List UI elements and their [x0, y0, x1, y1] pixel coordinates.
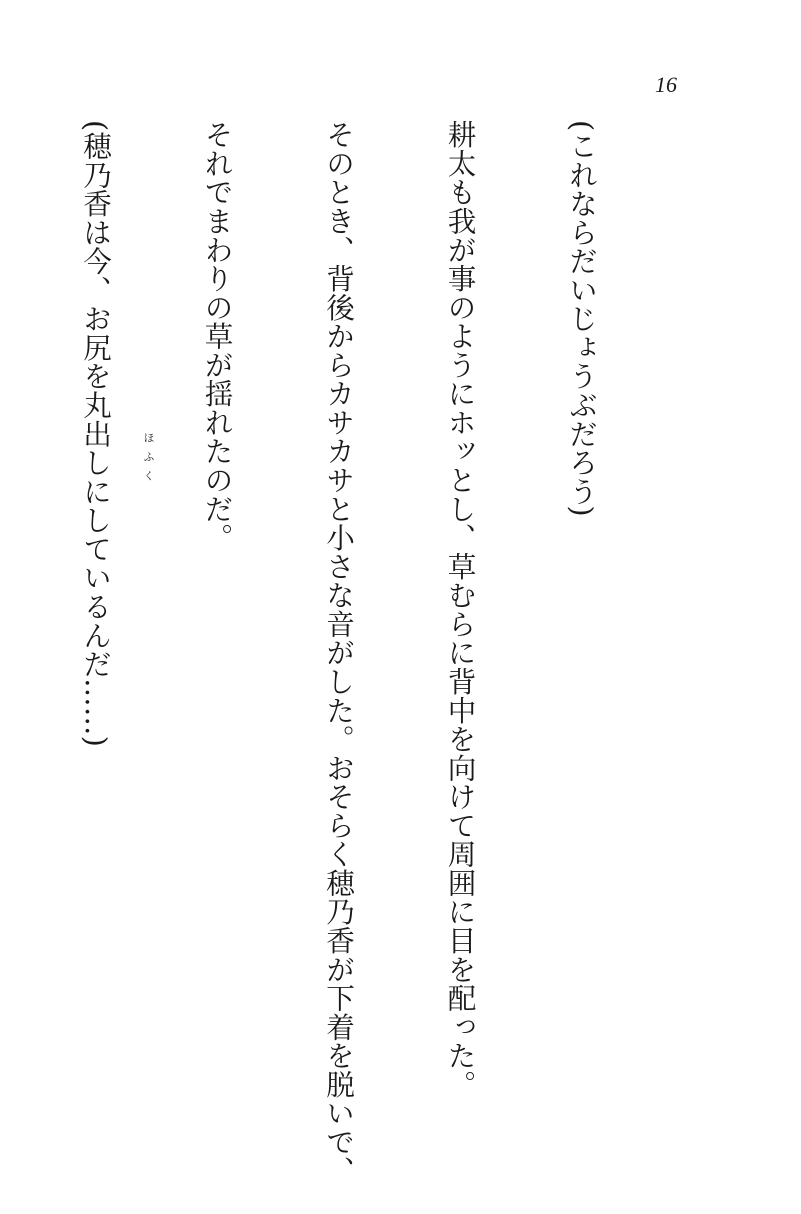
furigana-ruby: ほふく — [142, 432, 155, 489]
text-line: 耕太も我が事のようにホッとし、草むらに背中を向けて周囲に目を配った。 — [443, 120, 478, 1099]
vertical-text-body — [73, 120, 683, 1185]
text-line: それでまわりの草が揺れたのだ。 — [200, 120, 235, 552]
text-line: (これならだいじょうぶだろう) — [565, 120, 599, 517]
text-line: (穂乃香は今、お尻を丸出しにしているんだ……) — [79, 120, 113, 748]
text-line: そのとき、背後からカサカサと小さな音がした。おそらく穂乃香が下着を脱いで、 — [322, 120, 356, 1185]
page-number: 16 — [655, 72, 677, 97]
